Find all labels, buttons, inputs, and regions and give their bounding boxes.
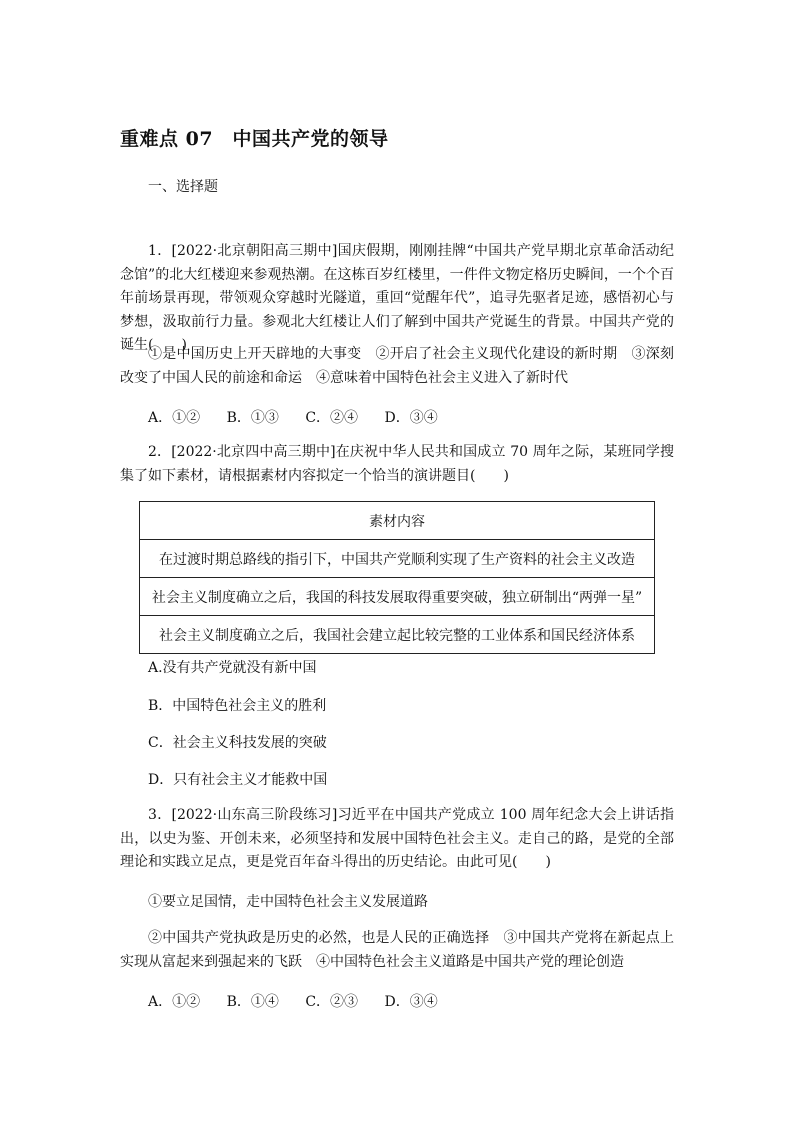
- q3-option-c: C．②③: [305, 994, 359, 1010]
- q3-statement-1: ①要立足国情，走中国特色社会主义发展道路: [148, 894, 428, 910]
- table-header-row: [140, 502, 655, 540]
- q3-statements: ②中国共产党执政是历史的必然，也是人民的正确选择 ③中国共产党将在新起点上实现从富起来到强起来的飞跃 ④中国特色社会主义道路是中国共产党的理论创造: [120, 930, 674, 970]
- table-row: [140, 578, 655, 616]
- q3-option-b: B．①④: [226, 994, 279, 1010]
- page-title: 重难点 07 中国共产党的领导: [120, 128, 389, 150]
- q1-option-b: B．①③: [226, 410, 279, 426]
- q1-statements: ①是中国历史上开天辟地的大事变 ②开启了社会主义现代化建设的新时期 ③深刻改变了中国人民的前途和命运 ④意味着中国特色社会主义进入了新时代: [120, 346, 674, 386]
- q2-stem: 2．[2022·北京四中高三期中]在庆祝中华人民共和国成立 70 周年之际，某班同学搜集了如下素材，请根据素材内容拟定一个恰当的演讲题目( ): [120, 444, 674, 484]
- q2-option-d: D．只有社会主义才能救中国: [148, 772, 328, 788]
- table-cell: 社会主义制度确立之后，我国的科技发展取得重要突破，独立研制出“两弹一星”: [140, 578, 655, 616]
- q3-options: [148, 991, 460, 1011]
- q1-stem: 1．[2022·北京朝阳高三期中]国庆假期，刚刚挂牌“中国共产党早期北京革命活动纪念馆”的北大红楼迎来参观热潮。在这栋百岁红楼里，一件件文物定格历史瞬间，一个个百年前场景再现，带领观众穿越时光隧道，重回“觉醒年代”，追寻先驱者足迹，感悟初心与梦想，汲取前行力量。参观北大红楼让人们了解到中国共产党诞生的背景。中国共产党的诞生( ): [120, 243, 674, 353]
- material-table: [139, 501, 655, 654]
- q2-option-b: B．中国特色社会主义的胜利: [148, 698, 327, 714]
- table-row: [140, 540, 655, 578]
- q1-option-a: A．①②: [148, 410, 201, 426]
- section-heading: 一、选择题: [148, 179, 218, 195]
- q1-options: [148, 407, 460, 427]
- q1-option-c: C．②④: [305, 410, 359, 426]
- q2-option-c: C．社会主义科技发展的突破: [148, 735, 327, 751]
- q1-option-d: D．③④: [384, 410, 438, 426]
- table-cell: 在过渡时期总路线的指引下，中国共产党顺利实现了生产资料的社会主义改造: [140, 540, 655, 578]
- q2-option-a: A.没有共产党就没有新中国: [148, 660, 317, 676]
- q3-option-d: D．③④: [384, 994, 438, 1010]
- table-header-cell: 素材内容: [140, 502, 655, 540]
- q3-option-a: A．①②: [148, 994, 201, 1010]
- table-cell: 社会主义制度确立之后，我国社会建立起比较完整的工业体系和国民经济体系: [140, 616, 655, 654]
- table-row: [140, 616, 655, 654]
- q3-stem: 3．[2022·山东高三阶段练习]习近平在中国共产党成立 100 周年纪念大会上讲话指出，以史为鉴、开创未来，必须坚持和发展中国特色社会主义。走自己的路，是党的全部理论和实践立足点，更是党百年奋斗得出的历史结论。由此可见( ): [120, 807, 674, 870]
